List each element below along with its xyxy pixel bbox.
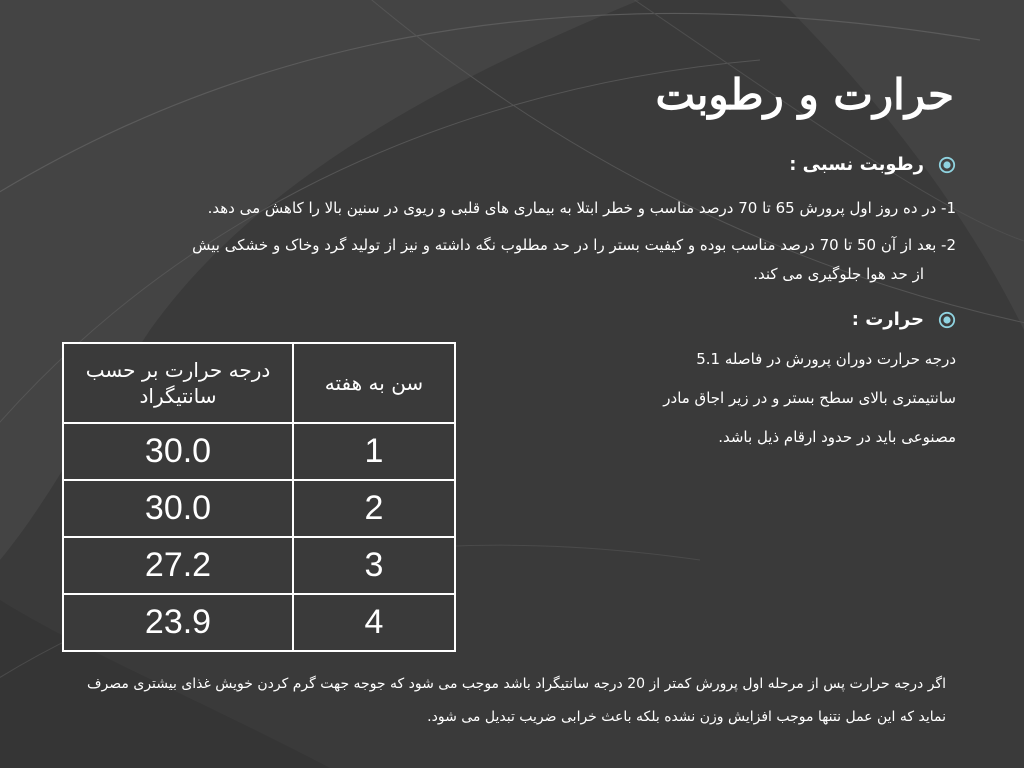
cell-age: 3 xyxy=(293,537,455,594)
humidity-point-2-continued: از حد هوا جلوگیری می کند. xyxy=(753,265,924,283)
humidity-point-2: 2- بعد از آن 50 تا 70 درصد مناسب بوده و کیفیت بستر را در حد مطلوب نگه داشته و نیز از تولید گرد وخاک و خشکی بیش xyxy=(192,236,956,254)
table-row xyxy=(63,480,455,537)
table-row xyxy=(63,423,455,480)
column-header-temperature: درجه حرارت بر حسب سانتیگراد xyxy=(63,343,293,423)
cell-age: 2 xyxy=(293,480,455,537)
cell-temperature: 27.2 xyxy=(63,537,293,594)
cell-age: 1 xyxy=(293,423,455,480)
table-header-row xyxy=(63,343,455,423)
footer-note: اگر درجه حرارت پس از مرحله اول پرورش کمتر از 20 درجه سانتیگراد باشد موجب می شود که جوجه جهت گرم کردن خویش غذای بیشتری مصرف نماید که این عمل نتنها موجب افزایش وزن نشده بلکه باعث خرابی ضریب تبدیل می شود. xyxy=(87,676,946,725)
cell-temperature: 30.0 xyxy=(63,423,293,480)
cell-age: 4 xyxy=(293,594,455,651)
bullet-label-humidity: رطوبت نسبی : xyxy=(789,154,924,175)
table-row xyxy=(63,537,455,594)
table-row xyxy=(63,594,455,651)
circle-bullet-icon xyxy=(938,156,956,174)
page-title: حرارت و رطوبت xyxy=(655,70,954,119)
temperature-description: درجه حرارت دوران پرورش در فاصله 5.1 سانتیمتری بالای سطح بستر و در زیر اجاق مادر مصنوعی باید در حدود ارقام ذیل باشد. xyxy=(663,350,956,446)
cell-temperature: 30.0 xyxy=(63,480,293,537)
humidity-point-1: 1- در ده روز اول پرورش 65 تا 70 درصد مناسب و خطر ابتلا به بیماری های قلبی و ریوی در سنین بالا را کاهش می دهد. xyxy=(207,199,956,217)
bullet-label-temperature: حرارت : xyxy=(851,309,924,330)
cell-temperature: 23.9 xyxy=(63,594,293,651)
column-header-age: سن به هفته xyxy=(293,343,455,423)
bullet-humidity xyxy=(789,154,956,175)
bullet-temperature xyxy=(852,309,956,330)
circle-bullet-icon xyxy=(938,311,956,329)
temperature-table xyxy=(62,342,456,652)
